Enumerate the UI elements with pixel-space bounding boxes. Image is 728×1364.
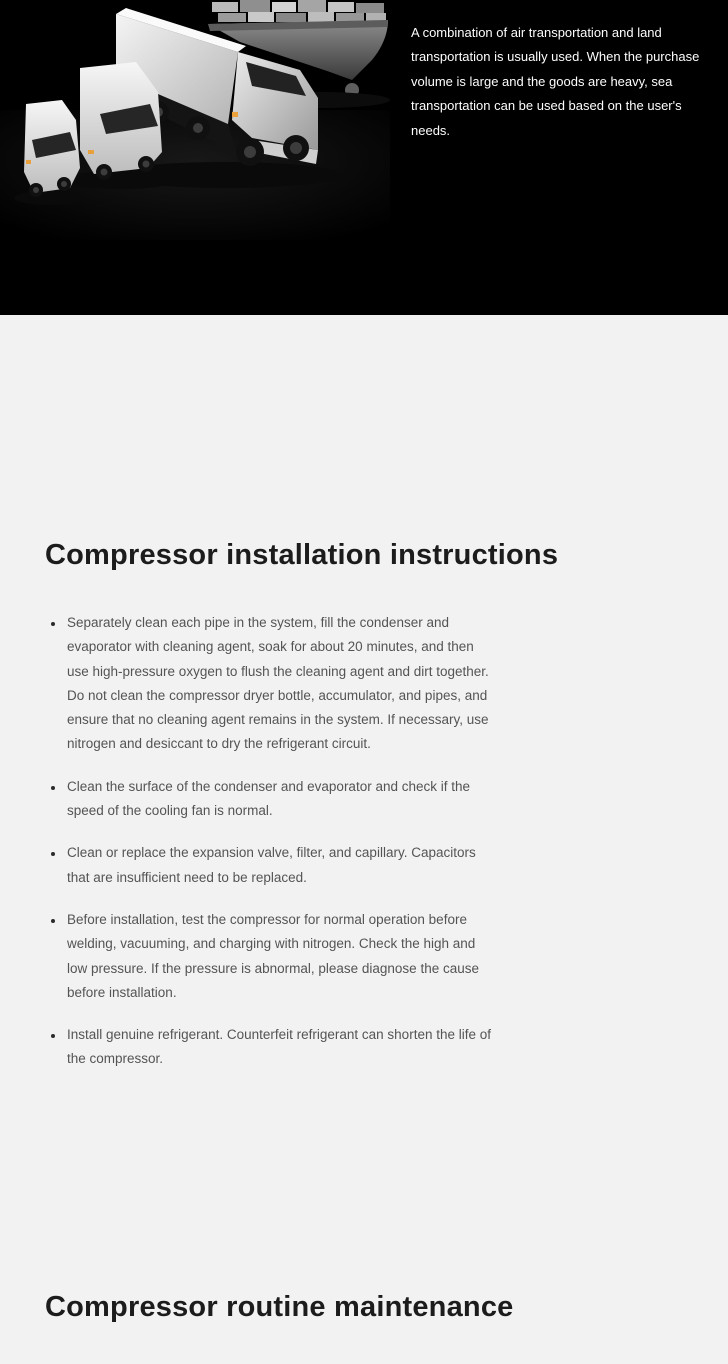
list-item: • Install genuine refrigerant. Counterfeit refrigerant can shorten the life of the compressor. (65, 1023, 497, 1072)
list-item: • Clean the surface of the condenser and evaporator and check if the speed of the cooling fan is normal. (65, 775, 497, 824)
list-item: • Clean or replace the expansion valve, filter, and capillary. Capacitors that are insufficient need to be replaced. (65, 841, 497, 890)
heading-routine-maintenance: Compressor routine maintenance (45, 1290, 514, 1323)
hero-banner (0, 0, 728, 315)
list-item: • Separately clean each pipe in the system, fill the condenser and evaporator with cleaning agent, soak for about 20 minutes, and then use high-pressure oxygen to flush the cleaning agent and dirt together. Do not clean the compressor dryer bottle, accumulator, and pipes, and ensure that no cleaning agent remains in the system. If necessary, use nitrogen and desiccant to dry the refrigerant circuit. (65, 611, 497, 757)
installation-bullet-list (45, 611, 497, 1072)
list-item: • Before installation, test the compressor for normal operation before welding, vacuuming, and charging with nitrogen. Check the high and low pressure. If the pressure is abnormal, please diagnose the cause before installation. (65, 908, 497, 1005)
hero-illustration (0, 0, 390, 240)
hero-paragraph: A combination of air transportation and land transportation is usually used. When the purchase volume is large and the goods are heavy, sea transportation can be used based on the user's needs. (411, 25, 700, 138)
main-content (0, 315, 728, 1339)
heading-installation-instructions: Compressor installation instructions (45, 539, 559, 571)
